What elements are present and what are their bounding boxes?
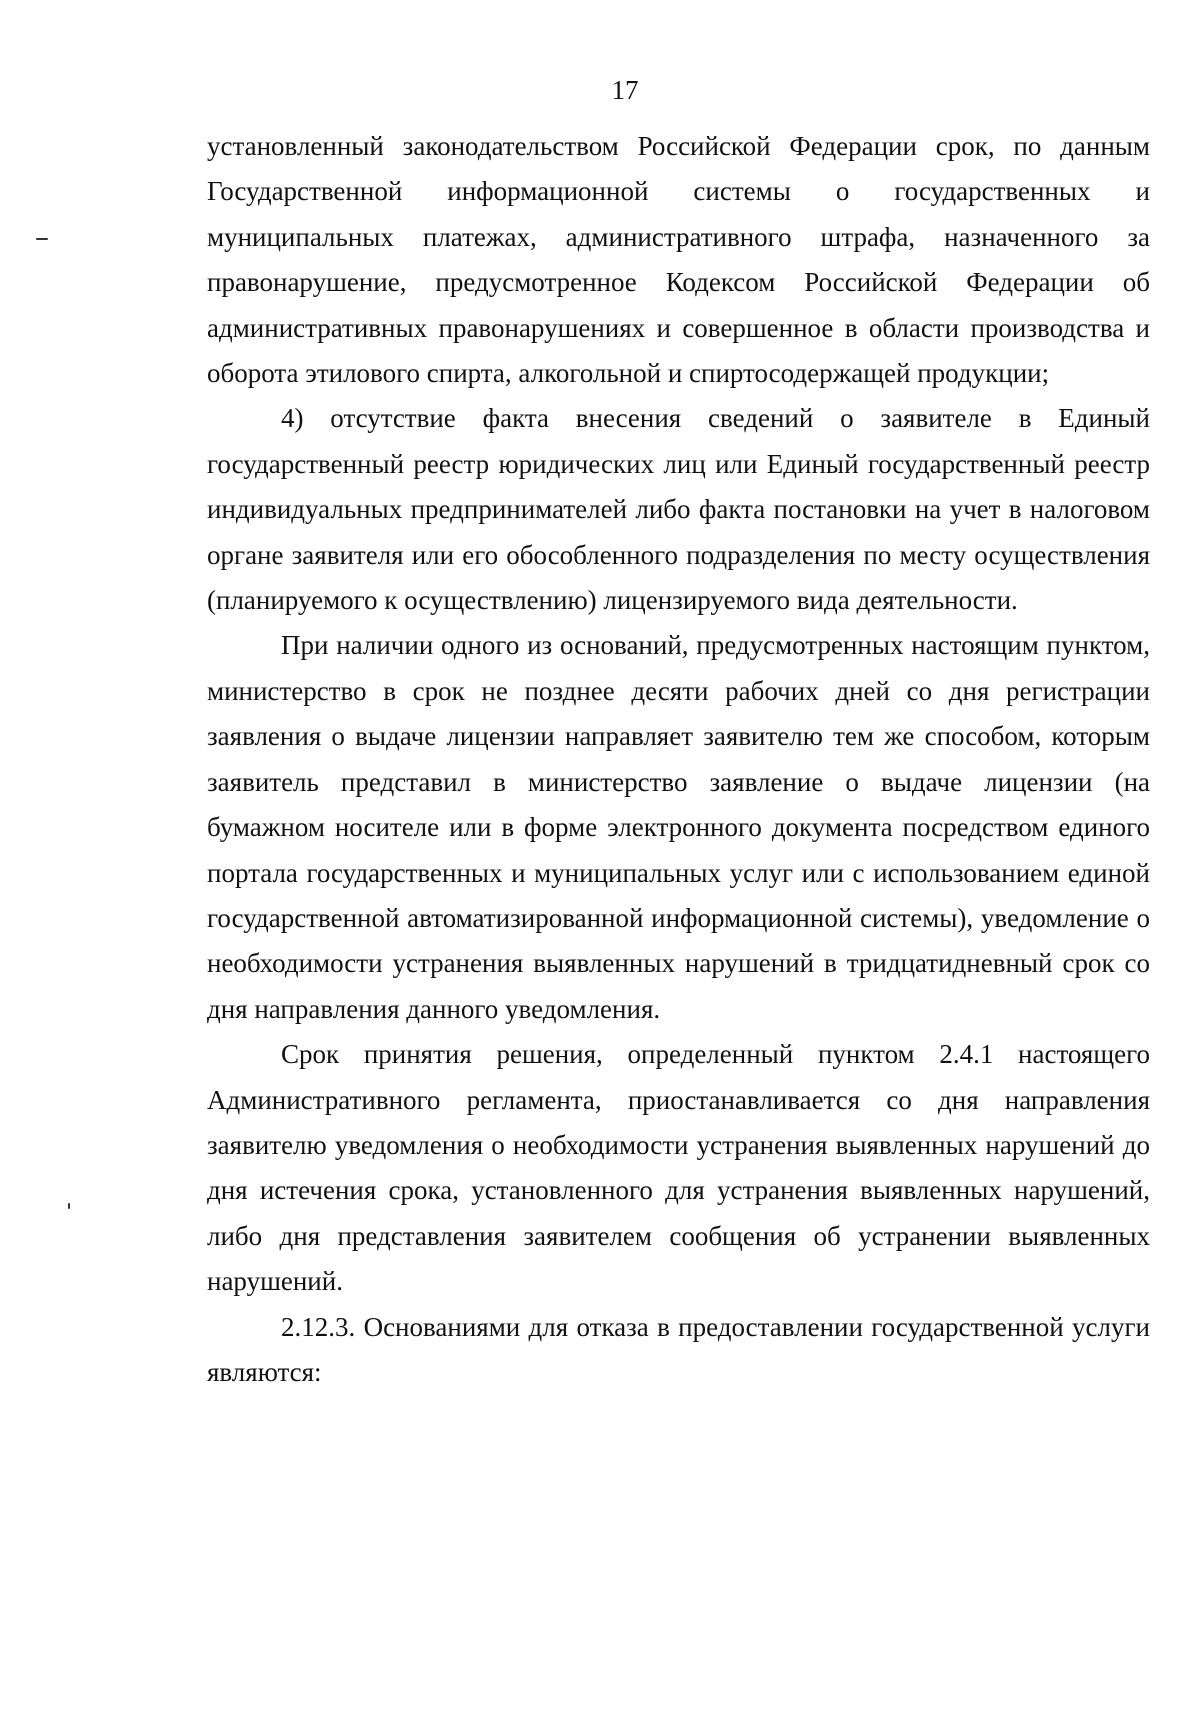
scan-artifact-mark (36, 238, 48, 240)
paragraph-continuation: установленный законодательством Российской Федерации срок, по данным Государственной информационной системы о государственных и муниципальных платежах, административного штрафа, назначенного за правонарушение, предусмотренное Кодексом Российской Федерации об административных правонарушениях и совершенное в области производства и оборота этилового спирта, алкогольной и спиртосодержащей продукции; (207, 131, 1150, 389)
paragraph-item-4: 4) отсутствие факта внесения сведений о заявителе в Единый государственный реестр юридических лиц или Единый государственный реестр индивидуальных предпринимателей либо факта постановки на учет в налоговом органе заявителя или его обособленного подразделения по месту осуществления (планируемого к осуществлению) лицензируемого вида деятельности. (207, 403, 1150, 616)
document-body (207, 124, 1150, 1395)
paragraph-section-2-12-3: 2.12.3. Основаниями для отказа в предоставлении государственной услуги являются: (207, 1311, 1150, 1387)
paragraph-notification: При наличии одного из оснований, предусмотренных настоящим пунктом, министерство в срок не позднее десяти рабочих дней со дня регистрации заявления о выдаче лицензии направляет заявителю тем же способом, которым заявитель представил в министерство заявление о выдаче лицензии (на бумажном носителе или в форме электронного документа посредством единого портала государственных и муниципальных услуг или с использованием единой государственной автоматизированной информационной системы), уведомление о необходимости устранения выявленных нарушений в тридцатидневный срок со дня направления данного уведомления. (207, 630, 1150, 1024)
scan-artifact-dot (68, 1203, 70, 1209)
page-number: 17 (611, 75, 639, 105)
paragraph-suspension: Срок принятия решения, определенный пунктом 2.4.1 настоящего Административного регламента, приостанавливается со дня направления заявителю уведомления о необходимости устранения выявленных нарушений до дня истечения срока, установленного для устранения выявленных нарушений, либо дня представления заявителем сообщения об устранении выявленных нарушений. (207, 1039, 1150, 1297)
